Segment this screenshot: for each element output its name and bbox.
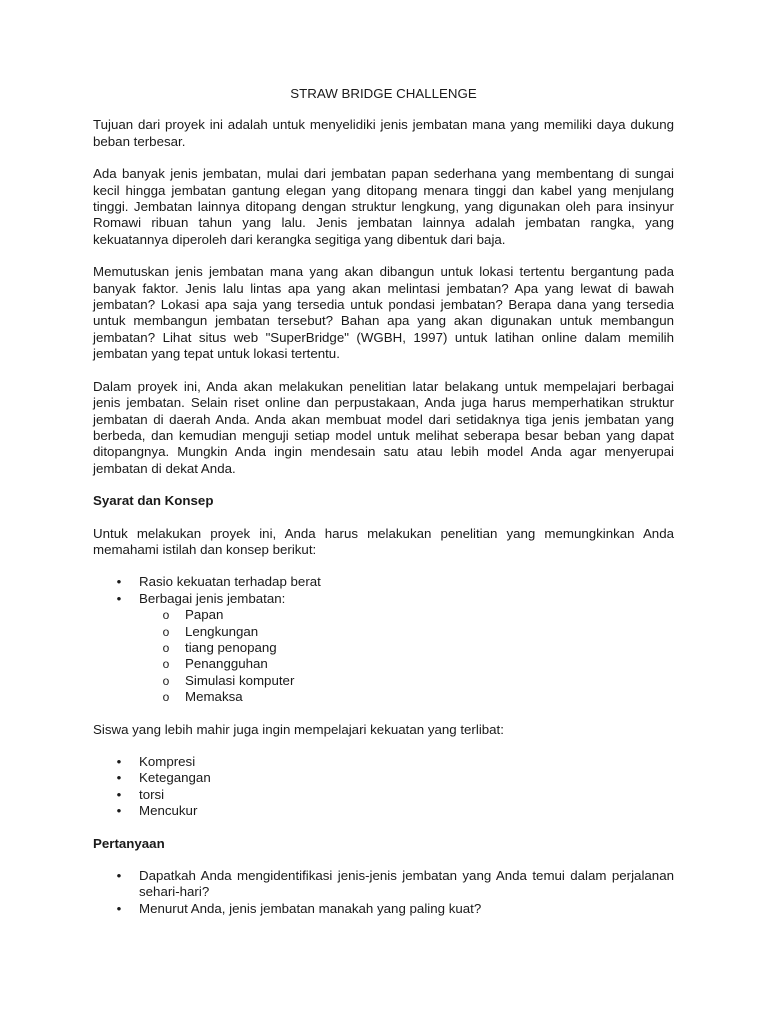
list-item: [93, 803, 674, 819]
paragraph-advanced-intro: Siswa yang lebih mahir juga ingin mempelajari kekuatan yang terlibat:: [93, 721, 504, 737]
paragraph-bridge-types: Ada banyak jenis jembatan, mulai dari jembatan papan sederhana yang membentang di sungai kecil hingga jembatan gantung elegan yang ditopang menara tinggi dan kabel yang menjulang tinggi. Jembatan lainnya ditopang dengan struktur lengkung, yang digunakan oleh para insinyur Romawi ribuan tahun yang lalu. Jenis jembatan lainnya adalah jembatan rangka, yang kekuatannya diperoleh dari kerangka segitiga yang dibentuk dari baja.: [93, 166, 674, 247]
circle-bullet-icon: o: [162, 624, 170, 639]
list-item: [93, 591, 674, 706]
list-item: [93, 754, 674, 770]
circle-bullet-icon: o: [162, 608, 170, 623]
list-item-text: Mencukur: [139, 803, 198, 819]
list-item: [93, 574, 674, 590]
document-title: STRAW BRIDGE CHALLENGE: [290, 86, 477, 101]
sublist-item-text: tiang penopang: [185, 639, 277, 655]
paragraph-terms-intro: Untuk melakukan proyek ini, Anda harus melakukan penelitian yang memungkinkan Anda memahami istilah dan konsep berikut:: [93, 525, 674, 557]
circle-bullet-icon: o: [162, 673, 170, 688]
sublist-item: [139, 673, 674, 689]
bullet-icon: •: [116, 803, 122, 819]
list-item-text: Rasio kekuatan terhadap berat: [139, 574, 321, 590]
list-item: [93, 787, 674, 803]
paragraph-factors: Memutuskan jenis jembatan mana yang akan dibangun untuk lokasi tertentu bergantung pada banyak faktor. Jenis lalu lintas apa yang akan melintasi jembatan? Apa yang lewat di bawah jembatan? Lokasi apa saja yang tersedia untuk pondasi jembatan? Berapa dana yang tersedia untuk membangun jembatan tersebut? Bahan apa yang akan digunakan untuk membangun jembatan? Lihat situs web "SuperBridge" (WGBH, 1997) untuk latihan online dalam memilih jembatan yang tepat untuk lokasi tertentu.: [93, 264, 674, 362]
list-item-text: Ketegangan: [139, 770, 211, 786]
bullet-icon: •: [116, 868, 122, 884]
list-item: [93, 901, 674, 917]
bullet-icon: •: [116, 786, 122, 802]
bridge-types-sublist: [139, 607, 674, 705]
sublist-item: [139, 607, 674, 623]
document-page: [93, 86, 674, 933]
circle-bullet-icon: o: [162, 640, 170, 655]
bullet-icon: •: [116, 770, 122, 786]
paragraph-project: Dalam proyek ini, Anda akan melakukan penelitian latar belakang untuk mempelajari berbagai jenis jembatan. Selain riset online dan perpustakaan, Anda juga harus memperhatikan struktur jembatan di daerah Anda. Anda akan membuat model dari setidaknya tiga jenis jembatan yang berbeda, dan kemudian menguji setiap model untuk melihat seberapa besar beban yang dapat ditopangnya. Mungkin Anda ingin mendesain satu atau lebih model Anda agar menyerupai jembatan di dekat Anda.: [93, 378, 674, 476]
list-item-text: Dapatkah Anda mengidentifikasi jenis-jenis jembatan yang Anda temui dalam perjalanan sehari-hari?: [139, 868, 674, 900]
sublist-item-text: Lengkungan: [185, 623, 259, 639]
list-item-text: Berbagai jenis jembatan:: [139, 590, 286, 606]
section-heading-terms: Syarat dan Konsep: [93, 493, 214, 509]
sublist-item: [139, 656, 674, 672]
sublist-item-text: Memaksa: [185, 689, 243, 705]
list-item-text: torsi: [139, 786, 165, 802]
list-item-text: Kompresi: [139, 754, 196, 769]
paragraph-objective: Tujuan dari proyek ini adalah untuk menyelidiki jenis jembatan mana yang memiliki daya dukung beban terbesar.: [93, 117, 674, 149]
list-item-text: Menurut Anda, jenis jembatan manakah yang paling kuat?: [139, 900, 482, 916]
sublist-item: [139, 689, 674, 705]
bullet-icon: •: [116, 574, 122, 590]
circle-bullet-icon: o: [162, 657, 170, 672]
bullet-icon: •: [116, 590, 122, 606]
sublist-item-text: Penangguhan: [185, 656, 268, 672]
sublist-item-text: Simulasi komputer: [185, 672, 295, 688]
sublist-item: [139, 624, 674, 640]
forces-list: [93, 754, 674, 820]
bullet-icon: •: [116, 754, 122, 769]
questions-list: [93, 868, 674, 917]
circle-bullet-icon: o: [162, 690, 170, 705]
list-item: [93, 868, 674, 901]
section-heading-questions: Pertanyaan: [93, 835, 165, 851]
terms-list: [93, 574, 674, 705]
sublist-item: [139, 640, 674, 656]
sublist-item-text: Papan: [185, 607, 224, 623]
list-item: [93, 770, 674, 786]
bullet-icon: •: [116, 900, 122, 916]
